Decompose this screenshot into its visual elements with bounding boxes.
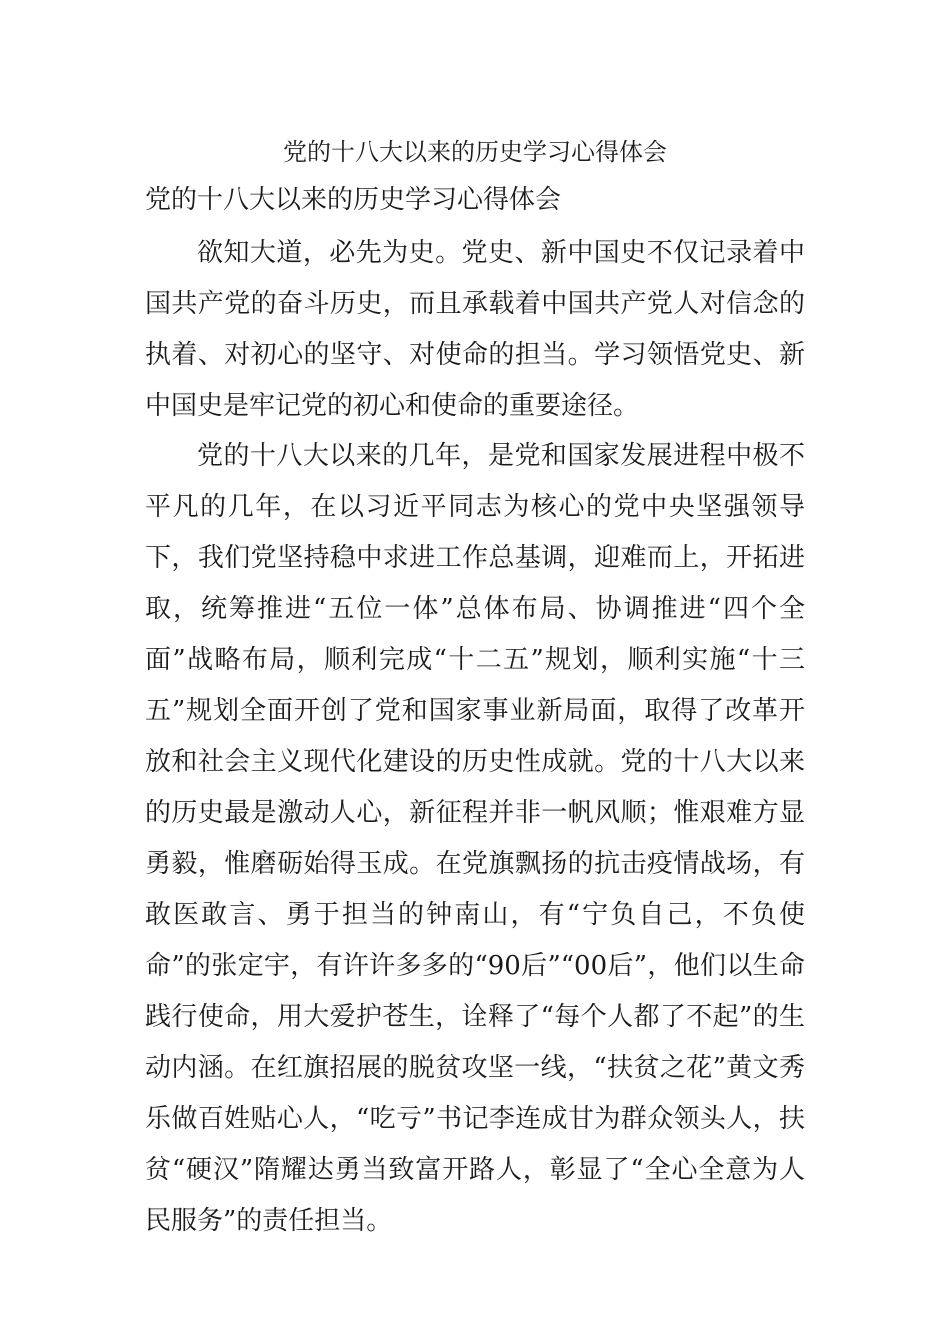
document-subtitle: 党的十八大以来的历史学习心得体会 — [145, 185, 562, 215]
document-title: 党的十八大以来的历史学习心得体会 — [283, 138, 667, 166]
paragraph-1: 欲知大道，必先为史。党史、新中国史不仅记录着中国共产党的奋斗历史，而且承载着中国共产党人对信念的执着、对初心的坚守、对使命的担当。学习领悟党史、新中国史是牢记党的初心和使命的重要途径。 — [145, 238, 805, 421]
paragraph-2: 党的十八大以来的几年，是党和国家发展进程中极不平凡的几年，在以习近平同志为核心的党中央坚强领导下，我们党坚持稳中求进工作总基调，迎难而上，开拓进取，统筹推进“五位一体”总体布局、协调推进“四个全面”战略布局，顺利完成“十二五”规划，顺利实施“十三五”规划全面开创了党和国家事业新局面，取得了改革开放和社会主义现代化建设的历史性成就。党的十八大以来的历史最是激动人心，新征程并非一帆风顺；惟艰难方显勇毅，惟磨砺始得玉成。在党旗飘扬的抗击疫情战场，有敢医敢言、勇于担当的钟南山，有“宁负自己，不负使命”的张定宇，有许许多多的“90后”“00后”，他们以生命践行使命，用大爱护苍生，诠释了“每个人都了不起”的生动内涵。在红旗招展的脱贫攻坚一线，“扶贫之花”黄文秀乐做百姓贴心人，“吃亏”书记李连成甘为群众领头人，扶贫“硬汉”隋耀达勇当致富开路人，彰显了“全心全意为人民服务”的责任担当。 — [145, 441, 805, 1236]
